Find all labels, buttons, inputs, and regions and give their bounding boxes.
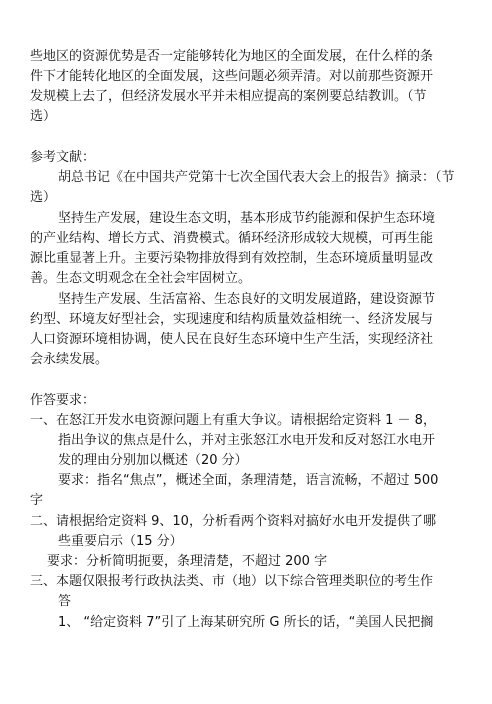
- question-requirement-line: 要求：分析简明扼要，条理清楚，不超过 200 字: [47, 554, 328, 569]
- question-line: 答: [58, 594, 72, 609]
- reference-source-line: 胡总书记《在中国共产党第十七次全国代表大会上的报告》摘录：（节: [58, 170, 455, 185]
- requirements-heading: 作答要求：: [30, 393, 96, 408]
- reference-paragraph-line: 的产业结构、增长方式、消费模式。循环经济形成较大规模，可再生能: [30, 231, 434, 246]
- question-line: 一、在怒江开发水电资源问题上有重大争议。请根据给定资料 1 － 8，: [30, 413, 436, 428]
- question-line: 些重要启示（15 分）: [58, 534, 183, 549]
- intro-line: 发规模上去了，但经济发展水平并未相应提高的案例要总结教训。（节: [30, 89, 427, 104]
- reference-source-line: 选）: [30, 190, 57, 205]
- references-heading: 参考文献：: [30, 150, 96, 165]
- reference-paragraph-line: 约型、环境友好型社会，实现速度和结构质量效益相统一、经济发展与: [30, 312, 434, 327]
- intro-line: 些地区的资源优势是否一定能够转化为地区的全面发展，在什么样的条: [30, 49, 434, 64]
- intro-line: 选）: [30, 109, 57, 124]
- question-line: 三、本题仅限报考行政执法类、市（地）以下综合管理类职位的考生作: [30, 574, 434, 589]
- question-subitem-line: 1、 “给定资料 7”引了上海某研究所 G 所长的话，“美国人民把搁: [58, 615, 434, 630]
- reference-paragraph-line: 源比重显著上升。主要污染物排放得到有效控制，生态环境质量明显改: [30, 251, 434, 266]
- intro-line: 件下才能转化地区的全面发展，这些问题必须弄清。对以前那些资源开: [30, 69, 434, 84]
- question-line: 二、请根据给定资料 9、10，分析看两个资料对搞好水电开发提供了哪: [30, 514, 436, 529]
- reference-paragraph-line: 人口资源环境相协调，使人民在良好生态环境中生产生活，实现经济社: [30, 332, 434, 347]
- reference-paragraph-line: 坚持生产发展、生活富裕、生态良好的文明发展道路，建设资源节: [58, 292, 436, 307]
- question-requirement-line: 要求：指名“焦点”，概述全面，条理清楚，语言流畅，不超过 500: [58, 473, 439, 488]
- question-requirement-line: 字: [30, 493, 44, 508]
- reference-paragraph-line: 会永续发展。: [30, 352, 109, 367]
- reference-paragraph-line: 坚持生产发展，建设生态文明，基本形成节约能源和保护生态环境: [58, 211, 436, 226]
- question-line: 发的理由分别加以概述（20 分）: [58, 453, 248, 468]
- reference-paragraph-line: 善。生态文明观念在全社会牢固树立。: [30, 271, 252, 286]
- question-line: 指出争议的焦点是什么，并对主张怒江水电开发和反对怒江水电开: [58, 433, 436, 448]
